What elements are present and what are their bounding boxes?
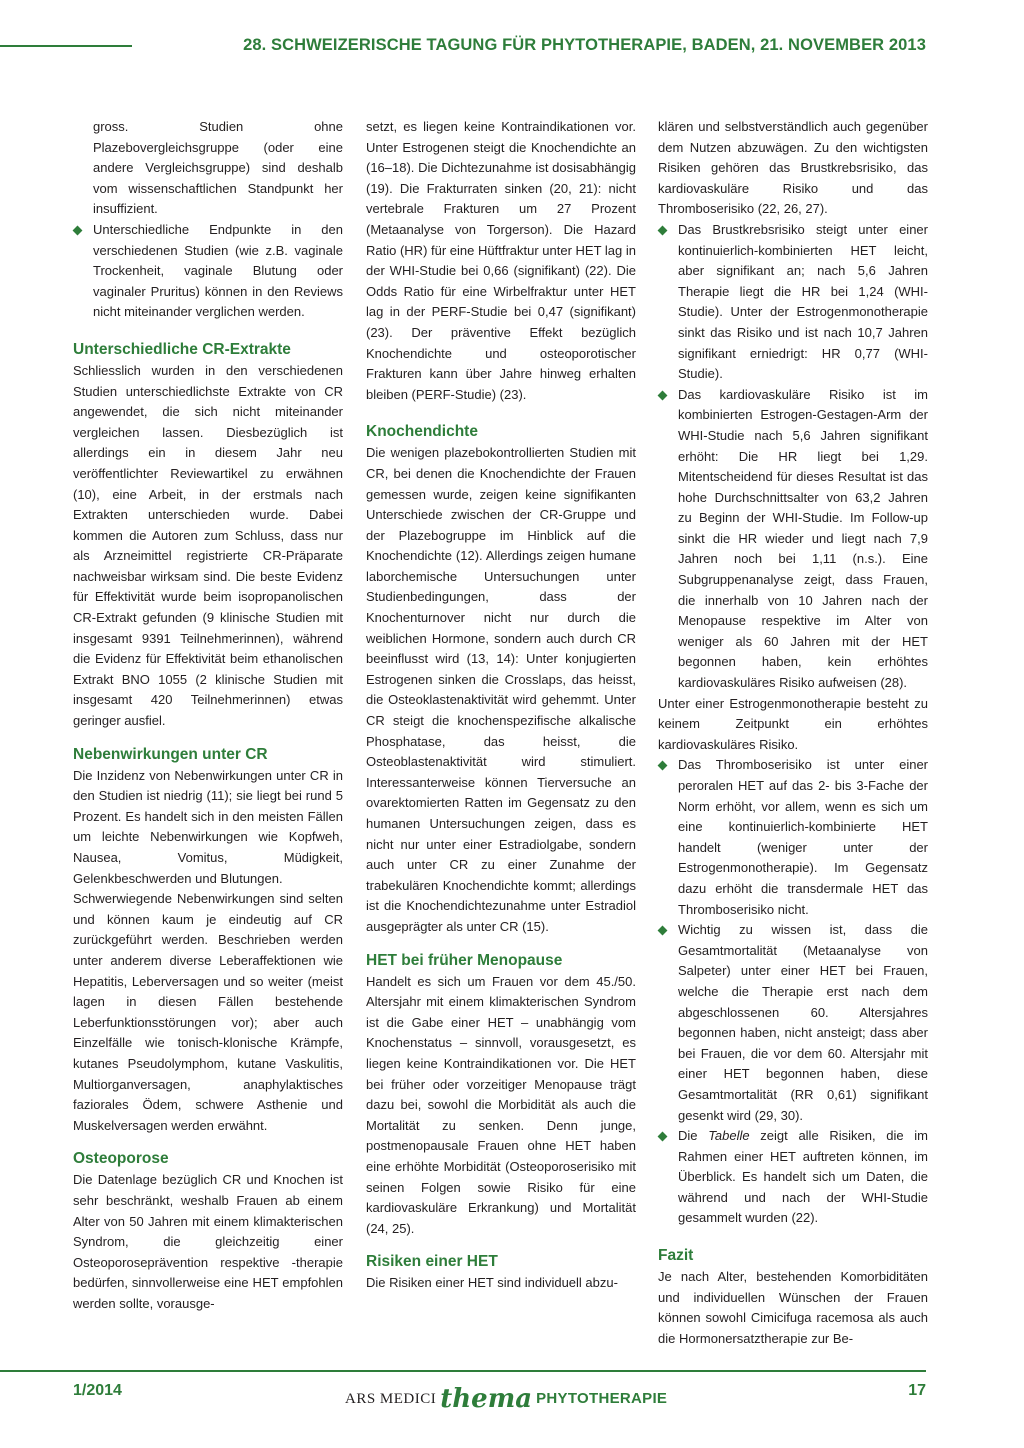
- diamond-bullet-icon: [658, 390, 668, 400]
- section-heading-knochendichte: Knochendichte: [366, 423, 478, 441]
- paragraph: klären und selbstverständlich auch gegenüber dem Nutzen abzuwägen. Zu den wichtigsten Risiken gehören das Brustkrebsrisiko, das kardiovaskuläre Risiko und das Thromboserisiko (22, 26, 27).: [658, 119, 928, 217]
- bullet-text: Unterschiedliche Endpunkte in den verschiedenen Studien (wie z.B. vaginale Trockenheit, vaginale Blutung oder vaginaler Pruritus) können in den Reviews nicht miteinander verglichen werden.: [93, 221, 343, 320]
- paragraph: Handelt es sich um Frauen vor dem 45./50. Altersjahr mit einem klimakterischen Syndrom ist die Gabe einer HET – unabhängig vom Knochenstatus – sinnvoll, vorausgesetzt, es liegen keine Kontraindikationen vor. Die HET bei früher oder vorzeitiger Menopause trägt dazu bei, sowohl die Morbidität als auch die Mortalität zu senken. Denn junge, postmenopausale Frauen ohne HET haben eine erhöhte Morbidität (Osteoporoserisiko mit seinen Folgen sowie Risiko für eine kardiovaskuläre Erkrankung) und Mortalität (24, 25).: [366, 973, 636, 1236]
- bullet-text: Das kardiovaskuläre Risiko ist im kombinierten Estrogen-Gestagen-Arm der WHI-Studie nach 5,6 Jahren signifikant erhöht: Die HR liegt bei 1,29. Mitentscheidend für dieses Resultat ist das hohe Durchschnittsalter von 63,2 Jahren zu Beginn der WHI-Studie. Im Follow-up sinkt die HR wieder und liegt nach 7,9 Jahren noch bei 1,11 (n.s.). Eine Subgruppenanalyse zeigt, dass Frauen, die innerhalb von 10 Jahren nach der Menopause respektive im Alter von weniger als 60 Jahren mit der HET begonnen haben, kein erhöhtes kardiovaskuläres Risiko aufweisen (28).: [678, 386, 928, 691]
- bullet-item: [658, 920, 928, 1126]
- bullet-list: [73, 220, 343, 323]
- bullet-text: Wichtig zu wissen ist, dass die Gesamtmortalität (Metaanalyse von Salpeter) unter einer HET bei Frauen, welche die Therapie erst nach dem abgeschlossenen 60. Altersjahres begonnen haben, nicht ansteigt; dass aber bei Frauen, die vor dem 60. Altersjahr mit einer HET begonnen haben, diese Gesamtmortalität (RR 0,61) signifikant gesenkt wird (29, 30).: [678, 922, 928, 1123]
- section-heading-cr-extrakte: Unterschiedliche CR-Extrakte: [73, 340, 291, 358]
- publication-logo: [345, 1380, 668, 1414]
- footer-rule: [0, 1370, 926, 1372]
- bullet-item: [73, 220, 343, 323]
- bullet-item: [658, 1126, 928, 1229]
- section-name: PHYTOTHERAPIE: [536, 1390, 668, 1407]
- section-heading-het-menopause: HET bei früher Menopause: [366, 951, 563, 969]
- paragraph: gross. Studien ohne Plazebovergleichsgruppe (oder eine andere Vergleichsgruppe) sind deshalb vom wissenschaftlichen Standpunkt her insuffizient.: [93, 119, 343, 217]
- section-heading-fazit: Fazit: [658, 1247, 694, 1265]
- diamond-bullet-icon: [73, 226, 83, 236]
- paragraph: setzt, es liegen keine Kontraindikationen vor. Unter Estrogenen steigt die Knochendichte an (16–18). Die Dichtezunahme ist dosisabhängig (19). Die Frakturraten sinken (20, 21): nicht vertebrale Frakturen um 27 Prozent (Metaanalyse von Torgerson). Die Hazard Ratio (HR) für eine Hüftfraktur unter HET lag in der WHI-Studie bei 0,66 (signifikant) (22). Die Odds Ratio für eine Wirbelfraktur unter HET lag in der PERF-Studie bei 0,47 (signifikant) (23). Der präventive Effekt bezüglich Knochendichte und osteoporotischer Frakturen kann über Jahre hinweg erhalten bleiben (PERF-Studie) (23).: [366, 119, 636, 402]
- section-heading-risiken: Risiken einer HET: [366, 1253, 498, 1271]
- bullet-list: [658, 755, 928, 1229]
- paragraph: Unter einer Estrogenmonotherapie besteht zu keinem Zeitpunkt ein erhöhtes kardiovaskuläres Risiko.: [658, 695, 928, 752]
- bullet-text: Das Brustkrebsrisiko steigt unter einer kontinuierlich-kombinierten HET leicht, aber signifikant an; nach 5,6 Jahren Therapie liegt die HR bei 1,24 (WHI-Studie). Unter der Estrogenmonotherapie sinkt das Risiko und ist nach 10,7 Jahren signifikant erniedrigt: HR 0,77 (WHI-Studie).: [678, 221, 928, 382]
- bullet-list: [658, 220, 928, 694]
- bullet-item: [658, 385, 928, 694]
- diamond-bullet-icon: [658, 1132, 668, 1142]
- paragraph: Je nach Alter, bestehenden Komorbiditäten und individuellen Wünschen der Frauen können sowohl Cimicifuga racemosa als auch die Hormonersatztherapie zur Be-: [658, 1269, 928, 1346]
- issue-number: 1/2014: [73, 1382, 122, 1399]
- paragraph: Schliesslich wurden in den verschiedenen Studien unterschiedlichste Extrakte von CR angewendet, die sich nicht miteinander vergleichen lassen. Diesbezüglich ist allerdings ein in diesem Jahr neu veröffentlichter Reviewartikel zu erwähnen (10), eine Arbeit, in der erstmals nach Extrakten unterschieden wurde. Dabei kommen die Autoren zum Schluss, dass nur als Arzneimittel registrierte CR-Präparate nachweisbar wirksam sind. Die beste Evidenz für Effektivität wurde beim isopropanolischen CR-Extrakt gefunden (9 klinische Studien mit insgesamt 9391 Teilnehmerinnen), während die Evidenz für Effektivität beim ethanolischen Extrakt BNO 1055 (2 klinische Studien mit insgesamt 420 Teilnehmerinnen) etwas geringer ausfiel.: [73, 362, 343, 729]
- header-rule: [0, 45, 132, 47]
- paragraph: Die wenigen plazebokontrollierten Studien mit CR, bei denen die Knochendichte der Frauen gemessen wurde, zeigen keine signifikanten Unterschiede zwischen der CR-Gruppe und der Plazebogruppe im Hinblick auf die Knochendichte (12). Allerdings zeigen humane laborchemische Untersuchungen unter Studienbedingungen, dass der Knochenturnover nicht nur durch die weiblichen Hormone, sondern auch durch CR beeinflusst wird (13, 14): Unter konjugierten Estrogenen sinken die Crosslaps, das heisst, die Osteoklastenaktivität wird gehemmt. Unter CR steigt die knochenspezifische alkalische Phosphatase, das heisst, die Osteoblastenaktivität wird stimuliert. Interessanterweise können Tierversuche an ovarektomierten Ratten im Gegensatz zu den humanen Untersuchungen zeigen, dass es nicht nur unter einer Estradiolgabe, sondern auch unter CR zu einer Zunahme der trabekulären Knochendichte kommt; allerdings ist die Knochendichtezunahme unter Estradiol ausgeprägter als unter CR (15).: [366, 445, 636, 934]
- table-reference: Tabelle: [708, 1128, 750, 1144]
- paragraph: Die Inzidenz von Nebenwirkungen unter CR in den Studien ist niedrig (11); sie liegt bei rund 5 Prozent. Es handelt sich in den meisten Fällen um leichte Nebenwirkungen wie Kopfweh, Nausea, Vomitus, Müdigkeit, Gelenkbeschwerden und Blutungen.: [73, 767, 343, 886]
- diamond-bullet-icon: [658, 226, 668, 236]
- column-3: [658, 117, 928, 1349]
- section-heading-nebenwirkungen: Nebenwirkungen unter CR: [73, 745, 268, 763]
- brand-name: ARS MEDICI: [345, 1391, 437, 1407]
- paragraph: Schwerwiegende Nebenwirkungen sind selten und können kaum je eindeutig auf CR zurückgeführt werden. Beschrieben werden unter anderem diverse Leberaffektionen wie Hepatitis, Leberversagen und so weiter (meist lagen in diesen Fällen bestehende Leberfunktionsstörungen vor); aber auch Einzelfälle wie tonisch-klonische Krämpfe, kutanes Pseudolymphom, kutane Vaskulitis, Multiorganversagen, anaphylaktisches faziorales Ödem, schwere Asthenie und Muskelversagen werden erwähnt.: [73, 891, 343, 1133]
- page-footer: [0, 1378, 1024, 1418]
- bullet-text-pre: Die: [678, 1128, 709, 1144]
- bullet-item: [658, 220, 928, 385]
- section-heading-osteoporose: Osteoporose: [73, 1150, 169, 1168]
- paragraph: Die Risiken einer HET sind individuell abzu-: [366, 1275, 618, 1291]
- bullet-item: [658, 755, 928, 920]
- header-title: 28. SCHWEIZERISCHE TAGUNG FÜR PHYTOTHERAPIE, BADEN, 21. NOVEMBER 2013: [243, 36, 926, 54]
- bullet-text: Das Thromboserisiko ist unter einer peroralen HET auf das 2- bis 3-Fache der Norm erhöht, vor allem, wenn es sich um eine kontinuierlich-kombinierte HET handelt (weniger unter der Estrogenmonotherapie). Im Gegensatz dazu erhöht die transdermale HET das Thromboserisiko nicht.: [678, 757, 928, 917]
- page-number: 17: [908, 1382, 926, 1399]
- diamond-bullet-icon: [658, 761, 668, 771]
- brand-script: thema: [440, 1384, 533, 1414]
- column-1: [73, 117, 343, 1314]
- diamond-bullet-icon: [658, 926, 668, 936]
- column-2: [366, 117, 636, 1294]
- bullet-text-post: zeigt alle Risiken, die im Rahmen einer HET auftreten können, im Überblick. Es handelt sich um Daten, die während und nach der WHI-Studie gesammelt wurden (22).: [678, 1128, 928, 1226]
- paragraph: Die Datenlage bezüglich CR und Knochen ist sehr beschränkt, weshalb Frauen ab einem Alter von 50 Jahren mit einem klimakterischen Syndrom, die gleichzeitig einer Osteoporoseprävention respektive -therapie bedürfen, sinnvollerweise eine HET empfohlen werden sollte, vorausge-: [73, 1172, 343, 1311]
